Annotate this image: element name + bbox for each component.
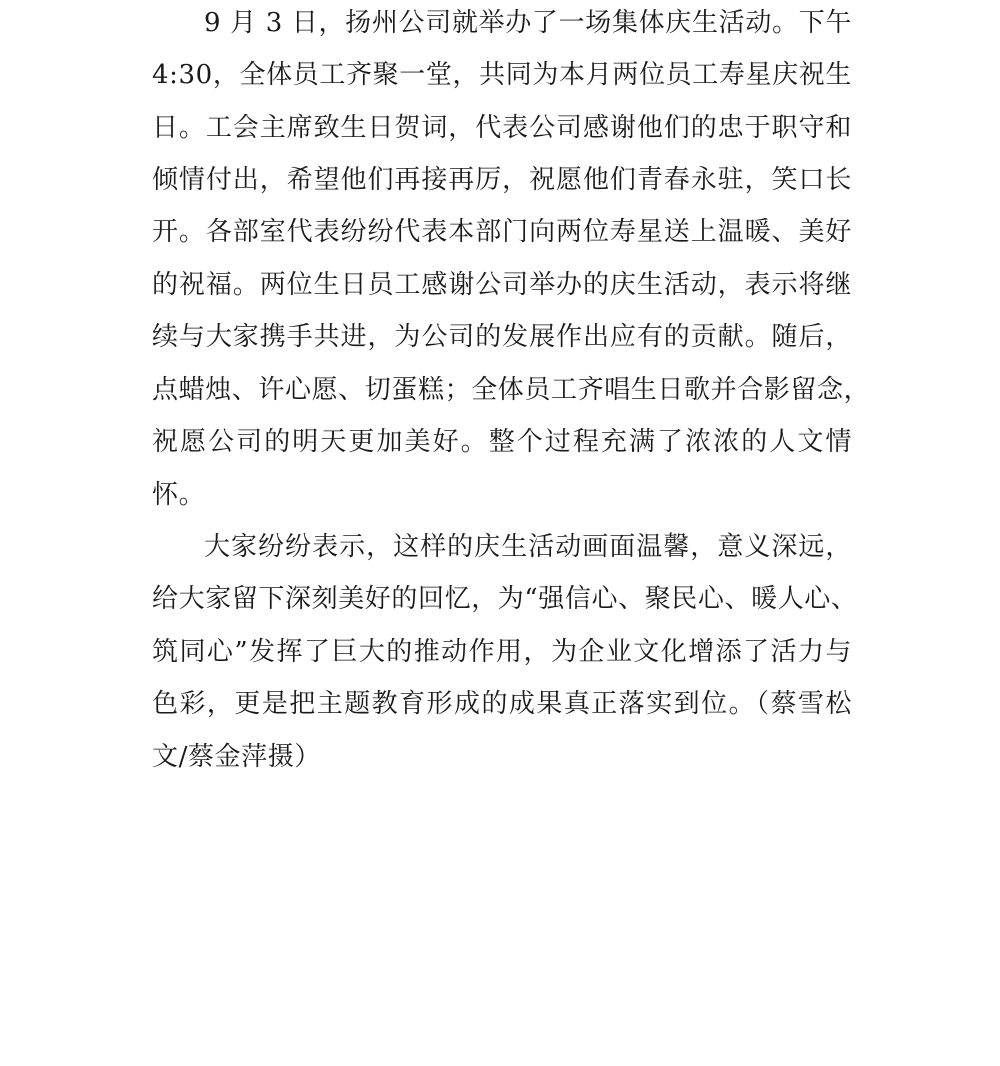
paragraph-line: 日。工会主席致生日贺词，代表公司感谢他们的忠于职守和 <box>152 113 852 143</box>
paragraph-line: 怀。 <box>152 480 206 510</box>
paragraph-line: 筑同心”发挥了巨大的推动作用，为企业文化增添了活力与 <box>152 637 852 667</box>
paragraph-line: 点蜡烛、许心愿、切蛋糕；全体员工齐唱生日歌并合影留念， <box>152 375 871 405</box>
paragraph-line: 给大家留下深刻美好的回忆，为“强信心、聚民心、暖人心、 <box>152 584 858 614</box>
paragraph-line: 大家纷纷表示，这样的庆生活动画面温馨，意义深远， <box>204 532 852 562</box>
paragraph-line: 色彩，更是把主题教育形成的成果真正落实到位。（蔡雪松 <box>152 689 852 719</box>
paragraph-line: 祝愿公司的明天更加美好。整个过程充满了浓浓的人文情 <box>152 427 852 457</box>
paragraph-line: 文/蔡金萍摄） <box>152 742 321 772</box>
paragraph-line: 4:30，全体员工齐聚一堂，共同为本月两位员工寿星庆祝生 <box>152 60 852 90</box>
paragraph-line: 倾情付出，希望他们再接再厉，祝愿他们青春永驻，笑口长 <box>152 165 852 195</box>
paragraph-line: 开。各部室代表纷纷代表本部门向两位寿星送上温暖、美好 <box>152 217 852 247</box>
paragraph-line: 的祝福。两位生日员工感谢公司举办的庆生活动，表示将继 <box>152 270 852 300</box>
paragraph-line: 9 月 3 日，扬州公司就举办了一场集体庆生活动。下午 <box>204 8 852 38</box>
paragraph-line: 续与大家携手共进，为公司的发展作出应有的贡献。随后， <box>152 322 852 352</box>
